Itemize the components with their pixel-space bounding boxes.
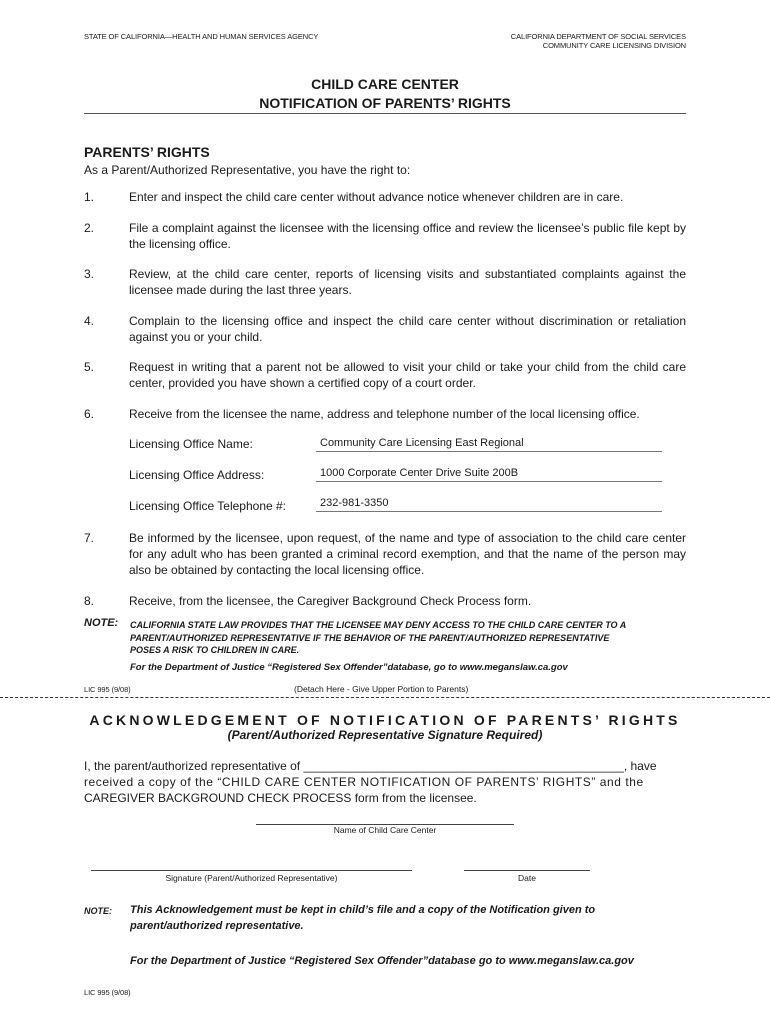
ack-doj-notice: For the Department of Justice “Registered Sex Offender”database go to www.meganslaw.ca.gov — [130, 955, 634, 967]
note-line: POSES A RISK TO CHILDREN IN CARE. — [130, 645, 300, 655]
ack-subtitle: (Parent/Authorized Representative Signature Required) — [227, 728, 543, 742]
office-address-label: Licensing Office Address: — [129, 468, 265, 482]
form-subtitle: NOTIFICATION OF PARENTS’ RIGHTS — [259, 95, 511, 111]
title-rule — [84, 113, 686, 114]
date-caption: Date — [518, 873, 536, 883]
ack-note-line: This Acknowledgement must be kept in child’s file and a copy of the Notification given to — [130, 904, 596, 916]
signature-line[interactable] — [91, 870, 412, 871]
list-item: Request in writing that a parent not be allowed to visit your child or take your child from the child care center, provided you have shown a certified copy of a court order. — [129, 360, 686, 390]
list-item: File a complaint against the licensee with the licensing office and review the licensee’s public file kept by the licensing office. — [129, 221, 686, 251]
ack-title: ACKNOWLEDGEMENT OF NOTIFICATION OF PARENTS’ RIGHTS — [89, 712, 681, 728]
ack-note-line: parent/authorized representative. — [130, 920, 304, 932]
note-line: PARENT/AUTHORIZED REPRESENTATIVE IF THE BEHAVIOR OF THE PARENT/AUTHORIZED REPRESENTATIVE — [130, 633, 610, 643]
note-label: NOTE: — [84, 617, 119, 629]
office-address-field[interactable]: 1000 Corporate Center Drive Suite 200B — [316, 466, 662, 482]
note-line: CALIFORNIA STATE LAW PROVIDES THAT THE LICENSEE MAY DENY ACCESS TO THE CHILD CARE CENTER TO A — [130, 620, 627, 630]
agency-header: STATE OF CALIFORNIA—HEALTH AND HUMAN SERVICES AGENCY — [84, 32, 319, 41]
list-item: Complain to the licensing office and inspect the child care center without discrimination or retaliation against you or your child. — [129, 314, 686, 344]
list-item-number: 2. — [84, 221, 95, 235]
office-phone-field[interactable]: 232-981-3350 — [316, 496, 662, 512]
department-header: CALIFORNIA DEPARTMENT OF SOCIAL SERVICES — [510, 32, 686, 41]
office-phone-label: Licensing Office Telephone #: — [129, 499, 287, 513]
center-name-caption: Name of Child Care Center — [333, 825, 437, 835]
footer-form-id: LIC 995 (9/08) — [84, 988, 131, 997]
list-item-number: 6. — [84, 407, 95, 421]
list-item: Enter and inspect the child care center without advance notice whenever children are in care. — [129, 190, 624, 204]
detach-instruction: (Detach Here - Give Upper Portion to Parents) — [294, 684, 469, 694]
list-item-number: 1. — [84, 190, 95, 204]
office-name-field[interactable]: Community Care Licensing East Regional — [316, 436, 662, 452]
list-item: Be informed by the licensee, upon request, of the name and type of association to the child care center for any adult who has been granted a criminal record exemption, and that the name of the person may also be obtained by contacting the local licensing office. — [129, 531, 686, 577]
list-item-number: 5. — [84, 360, 95, 374]
list-item: Receive from the licensee the name, address and telephone number of the local licensing office. — [129, 407, 640, 421]
list-item-number: 8. — [84, 594, 95, 608]
detach-line — [0, 697, 770, 698]
rights-heading: PARENTS’ RIGHTS — [84, 144, 210, 160]
list-item: Receive, from the licensee, the Caregiver Background Check Process form. — [129, 594, 532, 608]
ack-statement-line: CAREGIVER BACKGROUND CHECK PROCESS form from the licensee. — [84, 791, 477, 805]
form-title: CHILD CARE CENTER — [311, 76, 459, 92]
list-item-number: 7. — [84, 531, 95, 545]
rights-intro: As a Parent/Authorized Representative, you have the right to: — [84, 163, 411, 177]
office-name-label: Licensing Office Name: — [129, 437, 253, 451]
date-line[interactable] — [464, 870, 590, 871]
signature-caption: Signature (Parent/Authorized Representative) — [165, 873, 338, 883]
division-header: COMMUNITY CARE LICENSING DIVISION — [542, 41, 686, 50]
list-item: Review, at the child care center, reports of licensing visits and substantiated complaints against the licensee made during the last three years. — [129, 267, 686, 297]
form-id: LIC 995 (9/08) — [84, 685, 131, 694]
ack-statement-line: received a copy of the “CHILD CARE CENTER NOTIFICATION OF PARENTS’ RIGHTS” and the — [84, 775, 644, 789]
ack-note-label: NOTE: — [84, 906, 112, 916]
ack-statement-line: I, the parent/authorized representative of ________________________________________________, have — [84, 759, 657, 773]
list-item-number: 4. — [84, 314, 95, 328]
doj-notice: For the Department of Justice “Registered Sex Offender”database, go to www.meganslaw.ca.gov — [130, 662, 568, 673]
list-item-number: 3. — [84, 267, 95, 281]
